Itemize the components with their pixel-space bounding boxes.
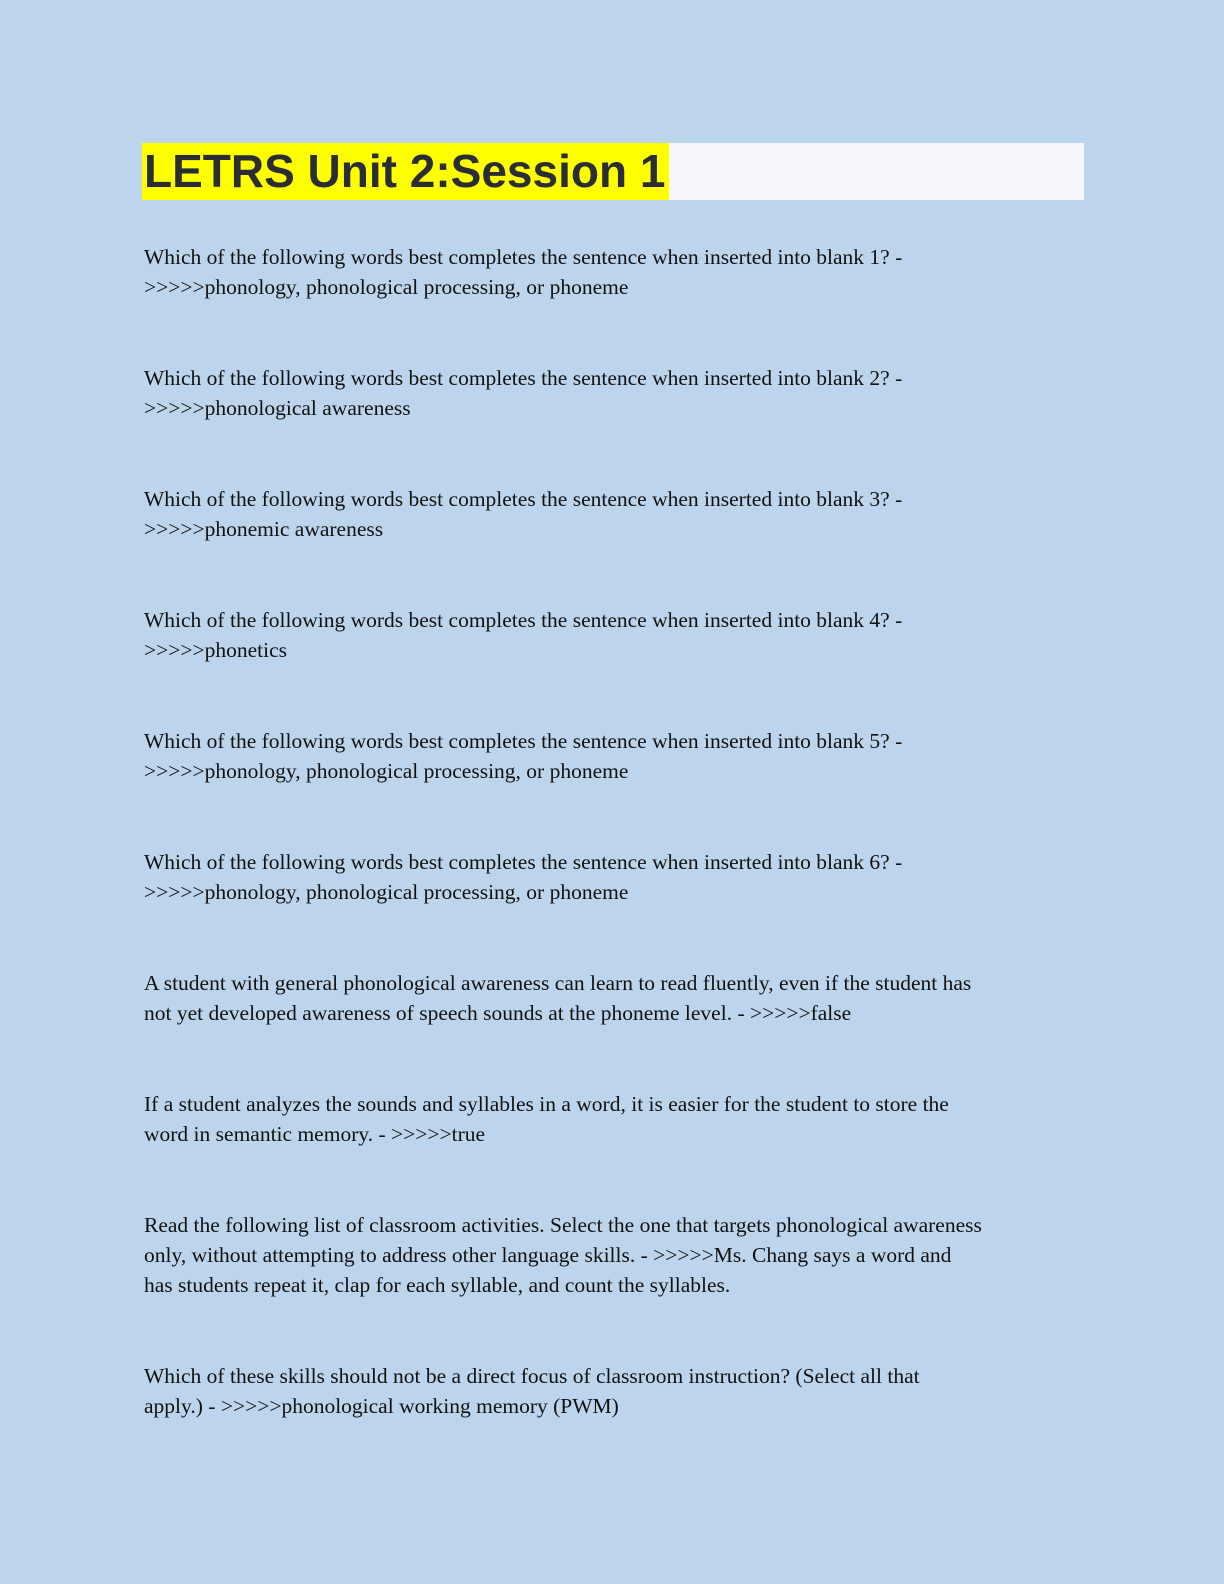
- qa-line: Which of the following words best completes the sentence when inserted into blank 6? -: [144, 850, 903, 874]
- qa-line: Which of the following words best completes the sentence when inserted into blank 1? -: [144, 245, 903, 269]
- qa-line: only, without attempting to address other language skills. - >>>>>Ms. Chang says a word and: [144, 1243, 952, 1267]
- question-answer-list: [144, 242, 1084, 1482]
- qa-line: apply.) - >>>>>phonological working memory (PWM): [144, 1394, 619, 1418]
- title-banner: [142, 143, 1084, 200]
- qa-line: Which of the following words best completes the sentence when inserted into blank 3? -: [144, 487, 903, 511]
- qa-line: Which of the following words best completes the sentence when inserted into blank 2? -: [144, 366, 903, 390]
- qa-line: Which of these skills should not be a direct focus of classroom instruction? (Select all that: [144, 1364, 920, 1388]
- qa-line: Which of the following words best completes the sentence when inserted into blank 5? -: [144, 729, 903, 753]
- qa-line: Read the following list of classroom activities. Select the one that targets phonological awareness: [144, 1213, 982, 1237]
- qa-line: >>>>>phonology, phonological processing, or phoneme: [144, 759, 629, 783]
- qa-line: >>>>>phonology, phonological processing, or phoneme: [144, 275, 629, 299]
- qa-line: If a student analyzes the sounds and syllables in a word, it is easier for the student to store the: [144, 1092, 949, 1116]
- qa-item-10: [144, 1361, 1084, 1421]
- qa-line: >>>>>phonemic awareness: [144, 517, 384, 541]
- qa-line: >>>>>phonology, phonological processing, or phoneme: [144, 880, 629, 904]
- qa-line: A student with general phonological awareness can learn to read fluently, even if the student has: [144, 971, 972, 995]
- qa-line: >>>>>phonetics: [144, 638, 288, 662]
- page-title: LETRS Unit 2:Session 1: [142, 143, 669, 200]
- qa-item-6: [144, 847, 1084, 907]
- qa-item-7: [144, 968, 1084, 1028]
- qa-item-5: [144, 726, 1084, 786]
- qa-line: word in semantic memory. - >>>>>true: [144, 1122, 486, 1146]
- qa-item-3: [144, 484, 1084, 544]
- qa-item-2: [144, 363, 1084, 423]
- qa-item-9: [144, 1210, 1084, 1300]
- qa-item-8: [144, 1089, 1084, 1149]
- qa-line: >>>>>phonological awareness: [144, 396, 411, 420]
- qa-line: has students repeat it, clap for each syllable, and count the syllables.: [144, 1273, 731, 1297]
- qa-line: Which of the following words best completes the sentence when inserted into blank 4? -: [144, 608, 903, 632]
- qa-line: not yet developed awareness of speech sounds at the phoneme level. - >>>>>false: [144, 1001, 852, 1025]
- qa-item-1: [144, 242, 1084, 302]
- qa-item-4: [144, 605, 1084, 665]
